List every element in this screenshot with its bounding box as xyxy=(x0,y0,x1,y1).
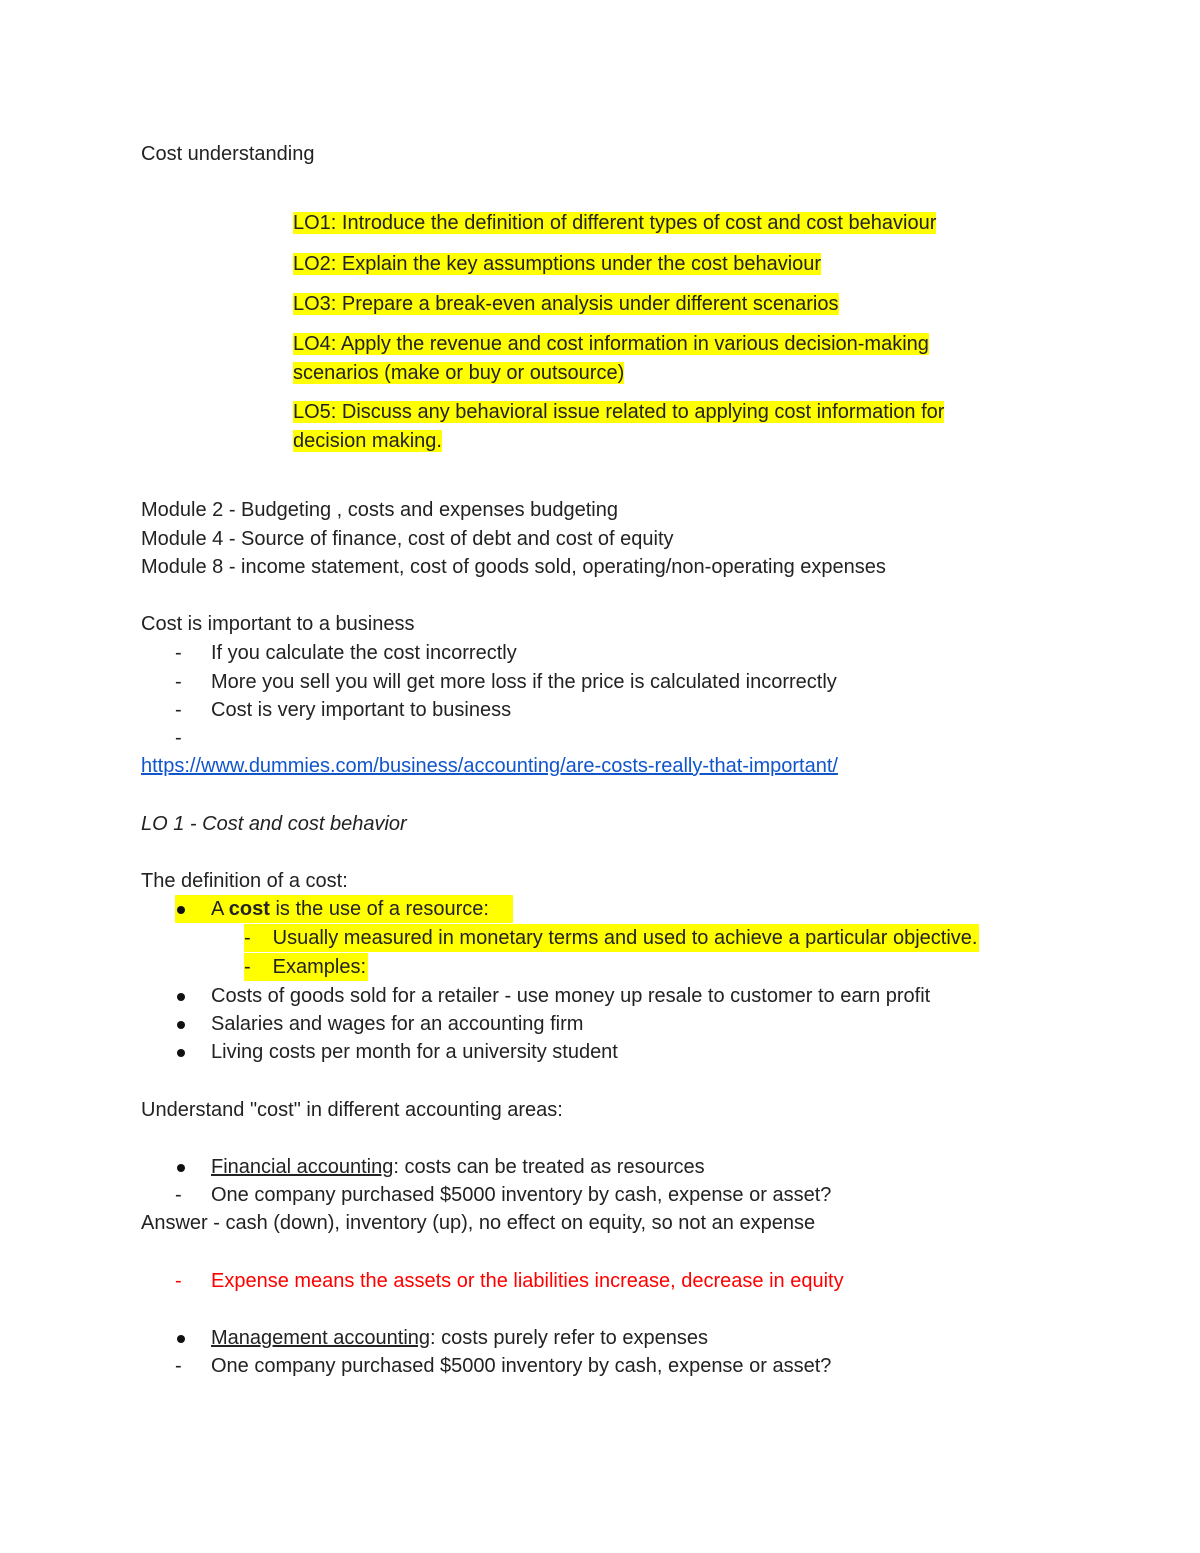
expense-note: Expense means the assets or the liabilities increase, decrease in equity xyxy=(211,1270,844,1292)
definition-sub-item: - Usually measured in monetary terms and used to achieve a particular objective. xyxy=(244,924,979,952)
example-item: Costs of goods sold for a retailer - use money up resale to customer to earn profit xyxy=(211,985,931,1007)
page-title: Cost understanding xyxy=(141,143,315,165)
dash-marker: - xyxy=(175,671,182,693)
list-item: If you calculate the cost incorrectly xyxy=(211,642,517,664)
objective-lo1: LO1: Introduce the definition of different types of cost and cost behaviour xyxy=(293,212,937,234)
bullet-icon xyxy=(177,993,185,1001)
objective-lo4: LO4: Apply the revenue and cost information in various decision-making scenarios (make or buy or outsource) xyxy=(293,333,929,384)
dash-marker: - xyxy=(175,642,182,664)
management-accounting-item: Management accounting: costs purely refer to expenses xyxy=(211,1327,708,1349)
areas-heading: Understand "cost" in different accounting areas: xyxy=(141,1099,563,1121)
dash-marker: - xyxy=(175,1355,182,1377)
dash-marker: - xyxy=(175,727,182,749)
definition-bullet: A cost is the use of a resource: xyxy=(211,898,489,920)
definition-heading: The definition of a cost: xyxy=(141,870,348,892)
module-line: Module 8 - income statement, cost of goods sold, operating/non-operating expenses xyxy=(141,556,886,578)
module-line: Module 4 - Source of finance, cost of debt and cost of equity xyxy=(141,528,674,550)
reference-link[interactable]: https://www.dummies.com/business/accounting/are-costs-really-that-important/ xyxy=(141,755,838,777)
example-item: Living costs per month for a university student xyxy=(211,1041,618,1063)
bullet-icon xyxy=(177,1049,185,1057)
bullet-icon xyxy=(177,906,185,914)
bullet-icon xyxy=(177,1164,185,1172)
objective-lo3: LO3: Prepare a break-even analysis under different scenarios xyxy=(293,293,839,315)
financial-question: One company purchased $5000 inventory by cash, expense or asset? xyxy=(211,1184,832,1206)
objective-lo5: LO5: Discuss any behavioral issue related to applying cost information for decision making. xyxy=(293,401,945,452)
bullet-icon xyxy=(177,1021,185,1029)
dash-marker: - xyxy=(175,699,182,721)
financial-accounting-item: Financial accounting: costs can be treated as resources xyxy=(211,1156,705,1178)
section-heading-lo1: LO 1 - Cost and cost behavior xyxy=(141,813,407,835)
objective-lo2: LO2: Explain the key assumptions under the cost behaviour xyxy=(293,253,822,275)
module-line: Module 2 - Budgeting , costs and expenses budgeting xyxy=(141,499,618,521)
list-item: Cost is very important to business xyxy=(211,699,512,721)
dash-marker: - xyxy=(175,1270,182,1292)
bullet-icon xyxy=(177,1335,185,1343)
importance-heading: Cost is important to a business xyxy=(141,613,415,635)
management-question: One company purchased $5000 inventory by cash, expense or asset? xyxy=(211,1355,832,1377)
list-item: More you sell you will get more loss if the price is calculated incorrectly xyxy=(211,671,837,693)
answer-line: Answer - cash (down), inventory (up), no effect on equity, so not an expense xyxy=(141,1212,816,1234)
dash-marker: - xyxy=(175,1184,182,1206)
definition-sub-item: - Examples: xyxy=(244,953,368,981)
example-item: Salaries and wages for an accounting firm xyxy=(211,1013,584,1035)
